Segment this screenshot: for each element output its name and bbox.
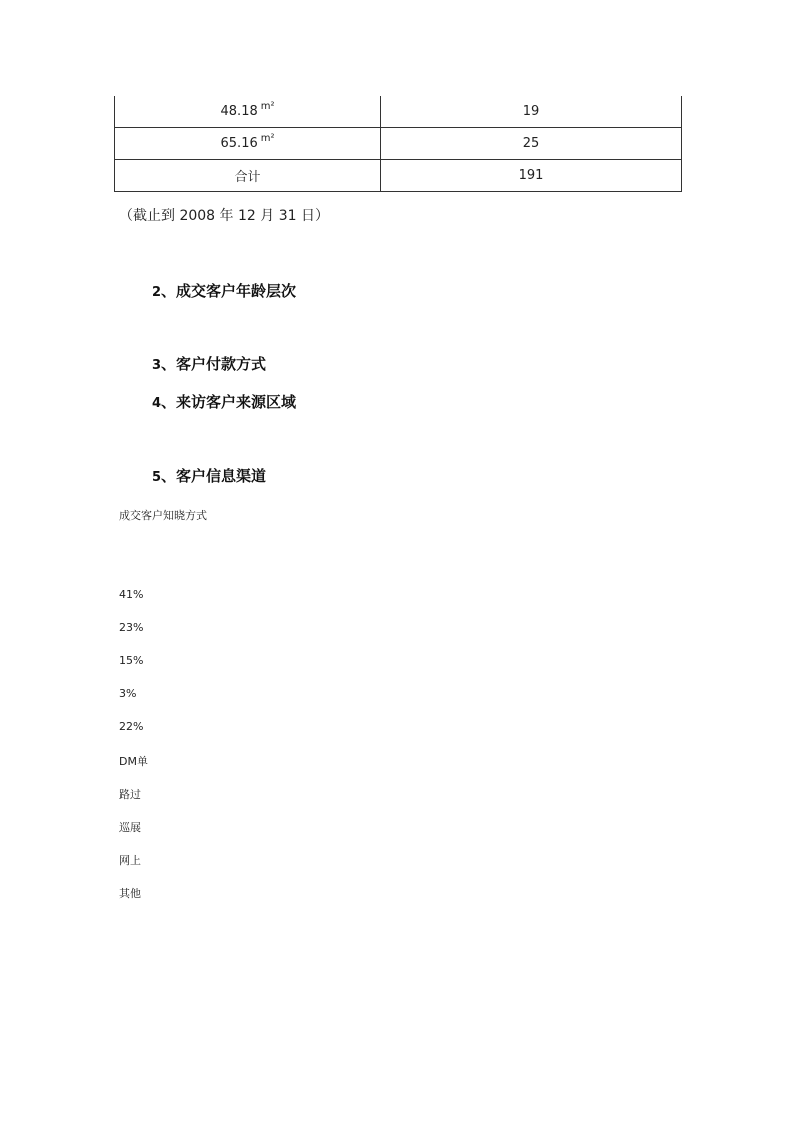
section-heading-region: 4、来访客户来源区域 xyxy=(152,393,297,411)
legend-entry: 路过 xyxy=(119,788,141,801)
section-heading-channel: 5、客户信息渠道 xyxy=(152,467,267,485)
data-label: 41% xyxy=(119,588,144,601)
count-cell: 19 xyxy=(381,96,682,128)
data-label: 22% xyxy=(119,720,144,733)
section-heading-payment: 3、客户付款方式 xyxy=(152,355,267,373)
legend-entry: 其他 xyxy=(119,887,141,900)
area-count-table xyxy=(114,96,682,192)
area-cell: 48.18 $^{m^2}$ xyxy=(115,96,381,128)
data-label: 23% xyxy=(119,621,144,634)
area-cell: 65.16 $^{m^2}$ xyxy=(115,128,381,160)
legend-entry: DM单 xyxy=(119,755,148,768)
legend-entry: 巡展 xyxy=(119,821,141,834)
data-label: 3% xyxy=(119,687,137,700)
total-label-cell: 合计 xyxy=(115,160,381,192)
table-row xyxy=(115,96,682,128)
count-cell: 25 xyxy=(381,128,682,160)
section-heading-age: 2、成交客户年龄层次 xyxy=(152,282,297,300)
data-label: 15% xyxy=(119,654,144,667)
legend-entry: 网上 xyxy=(119,854,141,867)
table-row xyxy=(115,160,682,192)
unit-label: m² xyxy=(260,133,275,144)
chart-title: 成交客户知晓方式 xyxy=(119,509,207,522)
date-note: （截止到 2008 年 12 月 31 日） xyxy=(119,208,329,224)
total-count-cell: 191 xyxy=(381,160,682,192)
unit-label: m² xyxy=(260,101,275,112)
table-row xyxy=(115,128,682,160)
